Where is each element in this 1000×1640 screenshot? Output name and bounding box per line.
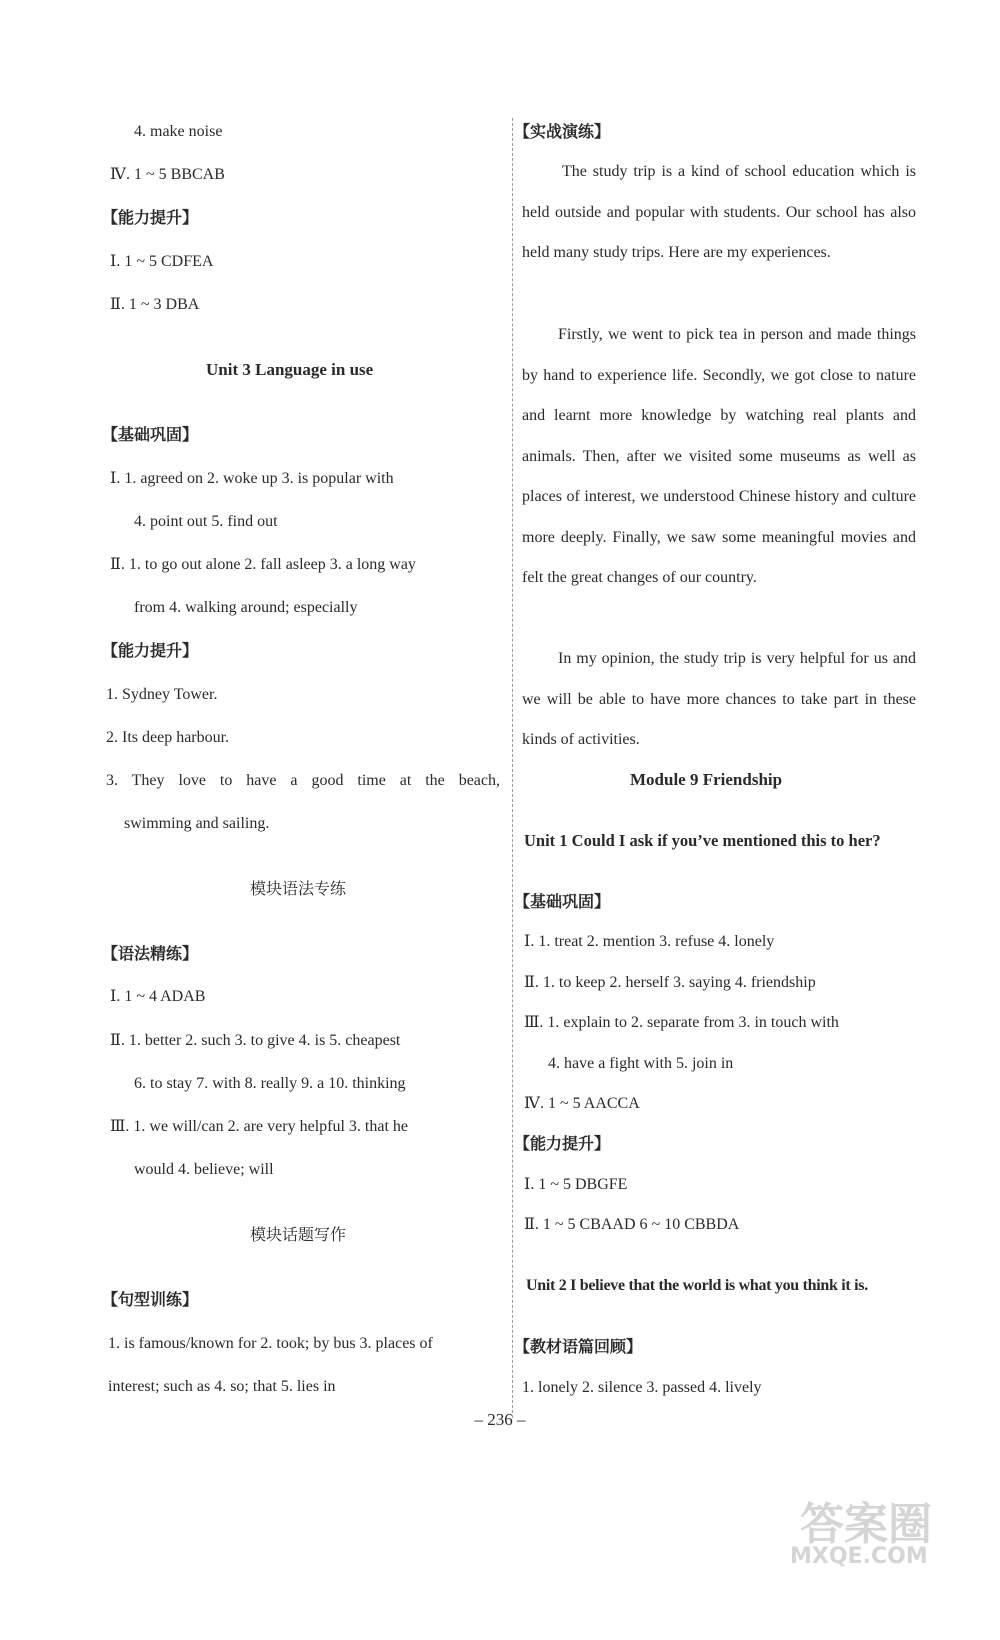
answer-line: Ⅰ. 1 ~ 4 ADAB [110, 988, 206, 1005]
answer-line: Ⅱ. 1 ~ 5 CBAAD 6 ~ 10 CBBDA [524, 1216, 740, 1233]
essay-paragraph: Firstly, we went to pick tea in person and made things by hand to experience life. Secondly, we got close to nature and learnt more knowledge by watching real plants and animals. Then, after we visited some museums as well as places of interest, we understood Chinese history and culture more deeply. Finally, we saw some meaningful movies and felt the great changes of our country. [522, 326, 916, 586]
section-heading: 【实战演练】 [514, 122, 611, 141]
answer-line: Ⅱ. 1 ~ 3 DBA [110, 296, 200, 313]
watermark-url: MXQE.COM [790, 1544, 928, 1569]
answer-line: Ⅳ. 1 ~ 5 AACCA [524, 1095, 640, 1112]
answer-line: Ⅱ. 1. to keep 2. herself 3. saying 4. friendship [524, 974, 816, 991]
answer-line: Ⅳ. 1 ~ 5 BBCAB [110, 166, 225, 183]
section-heading: 【语法精练】 [102, 944, 199, 963]
answer-line: Ⅰ. 1. agreed on 2. woke up 3. is popular with [110, 470, 394, 487]
section-title: 模块语法专练 [250, 879, 347, 898]
answer-line: would 4. believe; will [134, 1161, 274, 1178]
answer-line: 3. They love to have a good time at the beach, [106, 772, 500, 789]
page-number: – 236 – [474, 1410, 526, 1429]
answer-line: Ⅲ. 1. explain to 2. separate from 3. in touch with [524, 1014, 839, 1031]
answer-line: 2. Its deep harbour. [106, 729, 230, 746]
answer-line: from 4. walking around; especially [134, 599, 358, 616]
section-heading: 【句型训练】 [102, 1290, 199, 1309]
module-title: Module 9 Friendship [630, 770, 783, 789]
answer-line: 4. make noise [134, 123, 223, 140]
watermark-logo: 答案圈 [800, 1499, 932, 1550]
section-heading: 【能力提升】 [102, 641, 199, 660]
answer-line: Ⅰ. 1 ~ 5 DBGFE [524, 1176, 628, 1193]
answer-line: 4. have a fight with 5. join in [548, 1055, 734, 1072]
section-heading: 【教材语篇回顾】 [514, 1337, 643, 1356]
answer-line: 1. Sydney Tower. [106, 686, 218, 703]
answer-line: 4. point out 5. find out [134, 513, 278, 530]
answer-line: Ⅱ. 1. to go out alone 2. fall asleep 3. a long way [110, 556, 416, 573]
answer-line: 1. lonely 2. silence 3. passed 4. lively [522, 1379, 762, 1396]
answer-line: 1. is famous/known for 2. took; by bus 3. places of [108, 1335, 433, 1352]
answer-line: Ⅰ. 1. treat 2. mention 3. refuse 4. lonely [524, 933, 775, 950]
essay-paragraph: The study trip is a kind of school education which is held outside and popular with students. Our school has also held many study trips. Here are my experiences. [522, 163, 916, 261]
section-title: 模块话题写作 [250, 1225, 347, 1244]
unit-title: Unit 1 Could I ask if you’ve mentioned this to her? [524, 831, 881, 850]
answer-line: Ⅲ. 1. we will/can 2. are very helpful 3. that he [110, 1118, 408, 1135]
answer-line: interest; such as 4. so; that 5. lies in [108, 1378, 336, 1395]
answer-line: 6. to stay 7. with 8. really 9. a 10. thinking [134, 1075, 406, 1092]
section-heading: 【能力提升】 [102, 208, 199, 227]
watermark [790, 1488, 960, 1628]
section-heading: 【能力提升】 [514, 1134, 611, 1153]
answer-line: swimming and sailing. [124, 815, 270, 832]
unit-title: Unit 2 I believe that the world is what you think it is. [526, 1277, 868, 1294]
answer-line: Ⅰ. 1 ~ 5 CDFEA [110, 253, 214, 270]
column-divider [512, 118, 513, 1418]
section-heading: 【基础巩固】 [514, 892, 611, 911]
answer-line: Ⅱ. 1. better 2. such 3. to give 4. is 5. cheapest [110, 1032, 401, 1049]
essay-paragraph: In my opinion, the study trip is very helpful for us and we will be able to have more chances to take part in these kinds of activities. [522, 650, 916, 748]
unit-title: Unit 3 Language in use [206, 360, 374, 379]
section-heading: 【基础巩固】 [102, 425, 199, 444]
